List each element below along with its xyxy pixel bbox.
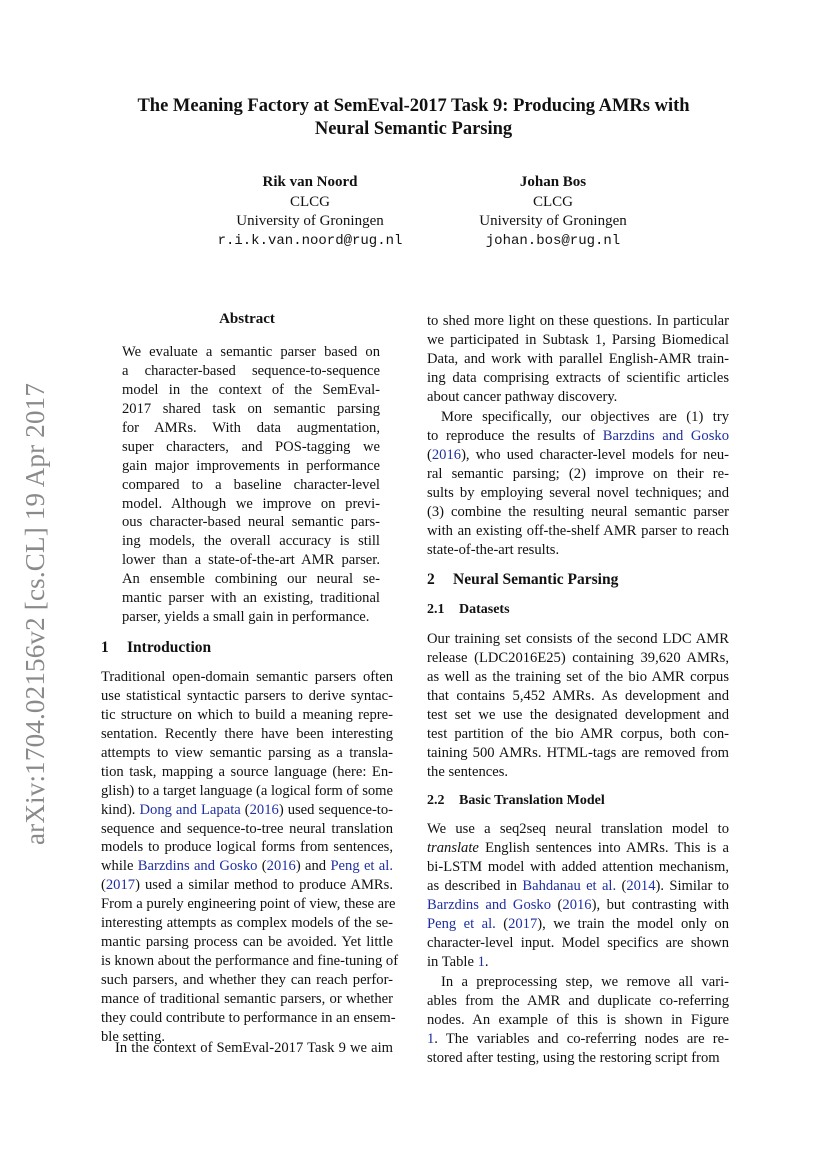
text-segment: translate [427,839,479,856]
text-line: stored after testing, using the restoring script from [427,1049,720,1066]
text-line: sequence and sequence-to-tree neural translation [101,820,393,837]
text-line: ables from the AMR and duplicate co-referring [427,992,729,1009]
text-line: We evaluate a semantic parser based on [122,344,380,360]
text-line: compared to a baseline character-level [122,476,380,493]
text-line [427,915,729,934]
citation-link[interactable]: Barzdins and Gosko [602,427,729,444]
author-affiliation: University of Groningen [479,213,627,229]
text-line: tion task, mapping a source language (here: En- [101,763,393,780]
intro-paragraph [427,408,729,560]
text-segment: ( [551,896,563,913]
text-line: ing data comprising extracts of scientific articles [427,369,729,386]
text-line [427,896,729,915]
text-line: test set we use the designated development and [427,706,729,723]
text-segment: ) and [295,858,331,875]
text-line [427,839,729,858]
text-segment: ( [427,446,432,463]
text-line: attempts to view semantic parsing as a transla- [101,744,393,761]
text-line: gain major improvements in performance [122,457,380,474]
text-line: ous character-based neural semantic pars- [122,514,380,531]
basic-model-paragraph [427,820,729,972]
text-segment: ( [495,915,509,932]
author-affiliation: CLCG [289,193,330,210]
author-name: Johan Bos [519,174,587,190]
subsection-heading-basic-translation-model: 2.2 Basic Translation Model [427,793,605,808]
author-affiliation: University of Groningen [236,213,384,229]
citation-link[interactable]: Peng et al. [427,915,496,932]
text-line: lower than a state-of-the-art AMR parser. [122,552,380,569]
text-line: we participated in Subtask 1, Parsing Biomedical [427,331,729,348]
text-segment: ), who used character-level models for neu- [461,446,729,463]
text-line: 2017 shared task on semantic parsing [122,400,380,417]
text-line: super characters, and POS-tagging we [122,438,380,455]
text-segment: as described in [427,877,523,894]
intro-paragraph [427,312,729,407]
text-line: ble setting. [101,1028,166,1045]
citation-link[interactable]: 2016 [249,801,279,818]
text-line: to shed more light on these questions. In particular [427,313,729,329]
section-heading-neural-semantic-parsing: 2 Neural Semantic Parsing [427,571,619,588]
text-line: mance of traditional semantic parsers, or whether [101,990,393,1007]
text-line [101,801,393,820]
citation-link[interactable]: Barzdins and Gosko [137,858,258,875]
text-line: release (LDC2016E25) containing 39,620 AMRs, [427,649,729,666]
text-line: state-of-the-art results. [427,541,560,558]
text-segment: ), we train the model only on [537,915,729,932]
text-line [101,857,393,876]
text-line: glish) to a target language (a logical form of some [101,782,393,799]
citation-link[interactable]: 1 [427,1030,435,1047]
title-line: Neural Semantic Parsing [314,119,513,139]
text-line: nodes. An example of this is shown in Figure [427,1011,729,1028]
text-line [101,876,393,895]
text-line: From a purely engineering point of view, these are [101,896,396,913]
text-line: Our training set consists of the second LDC AMR [427,631,729,647]
author-block [180,173,440,251]
abstract-text [122,343,380,627]
text-segment: ( [101,877,106,894]
text-line: Data, and work with parallel English-AMR train- [427,350,729,367]
arxiv-stamp: arXiv:1704.02156v2 [cs.CL] 19 Apr 2017 [20,382,50,845]
basic-model-paragraph [427,973,729,1068]
text-line: with an existing off-the-shelf AMR parser to reach [427,522,729,539]
text-line: Traditional open-domain semantic parsers often [101,669,393,685]
text-line: mantic parsing process can be avoided. Yet little [101,934,393,951]
text-line: model in the context of the SemEval- [122,381,380,398]
text-line: In a preprocessing step, we remove all vari- [441,974,729,990]
text-line: that contains 5,452 AMRs. As development and [427,687,729,704]
text-line: (3) combine the resulting neural semantic parser [427,503,729,520]
text-segment: ( [240,801,250,818]
text-line: models to produce logical forms from sentences, [101,839,393,856]
author-block [423,173,683,251]
text-line [427,877,729,896]
paper-title [0,95,827,141]
text-segment: ). Similar to [655,877,729,894]
author-affiliation: CLCG [532,193,573,210]
author-email[interactable]: r.i.k.van.noord@rug.nl [217,232,403,249]
text-line: sults by employing several novel techniques; and [427,484,729,501]
text-line: as well as the training set of the bio AMR corpus [427,668,729,685]
intro-paragraph [101,1039,393,1058]
text-segment: ( [257,858,267,875]
text-segment: to reproduce the results of [427,427,603,444]
text-segment: ( [616,877,627,894]
citation-link[interactable]: Dong and Lapata [139,801,241,818]
datasets-paragraph [427,630,729,782]
author-name: Rik van Noord [262,174,358,190]
intro-paragraph [101,668,399,1047]
text-line [427,953,729,972]
text-segment: English sentences into AMRs. This is a [478,839,729,856]
text-line: for AMRs. With data augmentation, [122,419,380,436]
text-line: they could contribute to performance in an ensem- [101,1009,396,1026]
text-line: mantic parser with an existing, traditional [122,590,380,607]
citation-link[interactable]: Peng et al. [330,858,393,875]
text-line: the sentences. [427,763,509,780]
text-line [427,427,729,446]
citation-link[interactable]: 2017 [105,877,136,894]
text-line: model. Although we improve on previ- [122,495,380,512]
citation-link[interactable]: 2016 [562,896,592,913]
text-segment: ), but contrasting with [591,896,729,913]
text-line: character-level input. Model specifics are shown [427,934,729,951]
text-line: test partition of the bio AMR corpus, both con- [427,725,729,742]
text-line: taining 500 AMRs. HTML-tags are removed from [427,744,729,761]
text-line [427,446,729,465]
text-line: interesting attempts as complex models of the se- [101,915,393,932]
text-line: such parsers, and whether they can reach perfor- [101,972,393,988]
citation-link[interactable]: 2016 [266,858,296,875]
text-segment: . [484,953,489,970]
text-line: More specifically, our objectives are (1) try [441,409,729,425]
text-line: about cancer pathway discovery. [427,388,618,405]
text-segment: ) used a similar method to produce AMRs. [135,877,393,894]
text-segment: in Table [427,953,478,970]
text-line: a character-based sequence-to-sequence [122,362,380,379]
text-line: sentation. Recently there have been interesting [101,725,393,742]
citation-link[interactable]: 2014 [626,877,656,894]
text-line: tic structure on which to build a meaning repre- [101,706,393,723]
text-line: In the context of SemEval-2017 Task 9 we aim [115,1040,393,1056]
author-email[interactable]: johan.bos@rug.nl [485,232,621,249]
text-segment: . The variables and co-referring nodes are re- [434,1030,729,1047]
text-line: is known about the performance and fine-tuning of [101,953,399,970]
text-line: parser, yields a small gain in performance. [122,609,370,626]
subsection-heading-datasets: 2.1 Datasets [427,602,510,617]
text-line: bi-LSTM model with added attention mechanism, [427,858,729,875]
citation-link[interactable]: Barzdins and Gosko [427,896,552,913]
title-line: The Meaning Factory at SemEval-2017 Task 9: Producing AMRs with [137,96,690,116]
abstract-heading: Abstract [219,311,275,327]
citation-link[interactable]: 2017 [508,915,538,932]
text-line: ral semantic parsing; (2) improve on their re- [427,465,729,482]
text-segment: ) used sequence-to- [278,801,394,818]
section-heading-introduction: 1 Introduction [101,639,212,656]
text-line: use statistical syntactic parsers to derive syntac- [101,687,393,704]
text-line: An ensemble combining our neural se- [122,571,380,588]
citation-link[interactable]: 1 [477,953,485,970]
citation-link[interactable]: 2016 [431,446,462,463]
text-line [427,1030,729,1049]
citation-link[interactable]: Bahdanau et al. [522,877,617,894]
text-segment: kind). [101,801,140,818]
text-segment: while [101,858,138,875]
text-line: ing models, the overall accuracy is still [122,533,380,550]
text-line: We use a seq2seq neural translation model to [427,821,729,837]
